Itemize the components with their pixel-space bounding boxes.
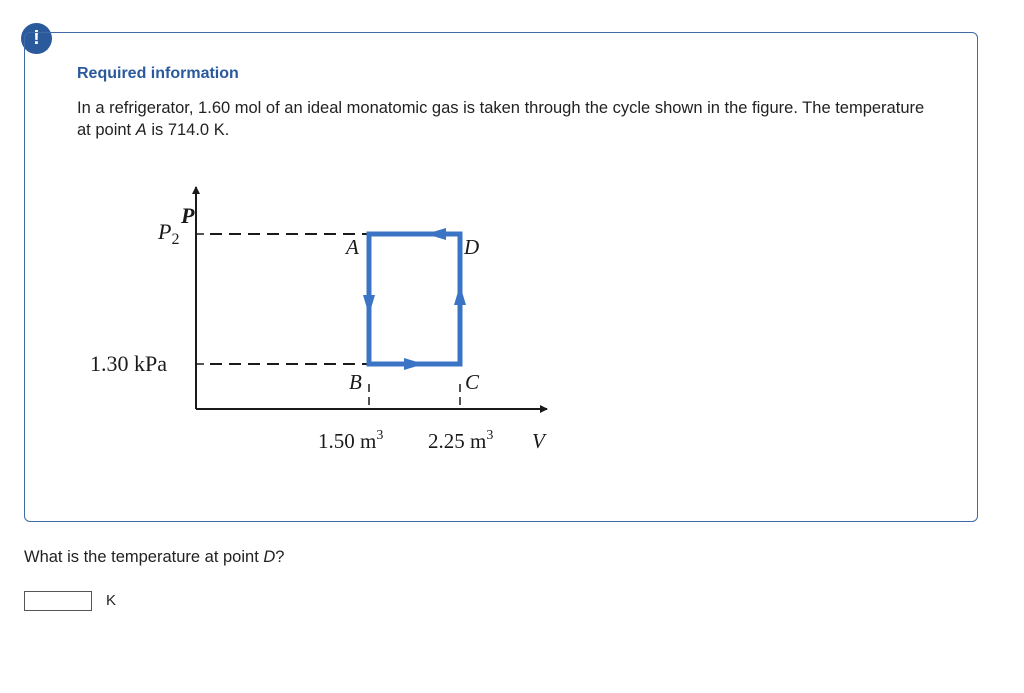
cycle-path <box>369 234 460 364</box>
question-lead: What is the temperature at point <box>24 548 264 566</box>
answer-input[interactable] <box>24 591 92 611</box>
y-axis-label: P <box>181 203 195 228</box>
question-trail: ? <box>275 548 285 566</box>
arrow-c-to-d <box>454 285 466 305</box>
point-d-label: D <box>464 235 480 259</box>
arrow-d-to-a <box>426 228 446 240</box>
panel-title: Required information <box>77 65 239 82</box>
x-axis-label: V <box>532 429 545 453</box>
alert-icon: ! <box>21 23 52 54</box>
unit-label: K <box>106 592 117 609</box>
point-b-label: B <box>349 370 362 394</box>
question-text <box>24 548 284 567</box>
plow-label: 1.30 kPa <box>90 351 167 376</box>
problem-statement <box>77 97 937 141</box>
point-a-label: A <box>346 235 359 259</box>
arrow-b-to-c <box>404 358 424 370</box>
p2-label: $P_2$ <box>158 219 180 248</box>
v1-label: 1.50 $m^3$ <box>318 428 384 453</box>
v2-label: 2.25 $m^3$ <box>428 428 494 453</box>
problem-lead: In a refrigerator, 1.60 mol of an ideal monatomic gas is taken through the cycle shown in the figure. The temperature at point <box>77 99 925 139</box>
arrow-a-to-b <box>363 295 375 315</box>
point-c-label: C <box>465 370 480 394</box>
problem-point: A <box>135 121 147 139</box>
question-point: D <box>263 548 276 566</box>
problem-trail: is 714.0 K. <box>146 121 230 139</box>
pv-diagram <box>85 173 585 503</box>
required-info-panel <box>24 32 978 522</box>
